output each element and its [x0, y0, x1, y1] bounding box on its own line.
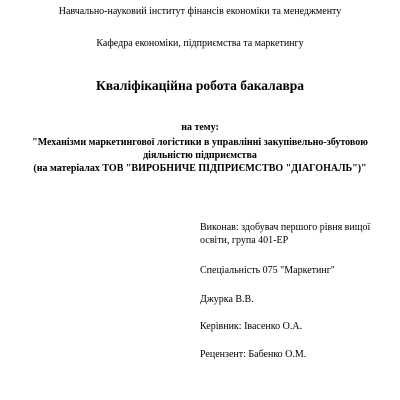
reviewer-info: Рецензент: Бабенко О.М.	[200, 349, 307, 360]
topic-text	[0, 136, 400, 175]
executor-info	[200, 221, 396, 247]
supervisor-info: Керівник: Івасенко О.А.	[200, 321, 303, 332]
institute-name: Навчально-науковий інститут фінансів економіки та менеджменту	[58, 6, 342, 17]
student-name: Джурка В.В.	[200, 294, 254, 305]
executor-line-1: Виконав: здобувач першого рівня вищої	[200, 222, 371, 233]
department-name: Кафедра економіки, підприємства та маркетингу	[96, 38, 304, 49]
document-title: Кваліфікаційна робота бакалавра	[95, 78, 305, 93]
topic-line-2: діяльністю підприємства	[143, 150, 257, 161]
topic-line-1: "Механізми маркетингової логістики в управлінні закупівельно-збутовою	[32, 137, 368, 148]
executor-line-2: освіти, група 401-ЕР	[200, 235, 289, 246]
topic-label: на тему:	[181, 122, 219, 133]
specialty-info: Спеціальність 075 "Маркетинг"	[200, 265, 335, 276]
topic-line-3: (на матеріалах ТОВ "ВИРОБНИЧЕ ПІДПРИЄМСТВО "ДІАГОНАЛЬ")"	[33, 163, 367, 174]
